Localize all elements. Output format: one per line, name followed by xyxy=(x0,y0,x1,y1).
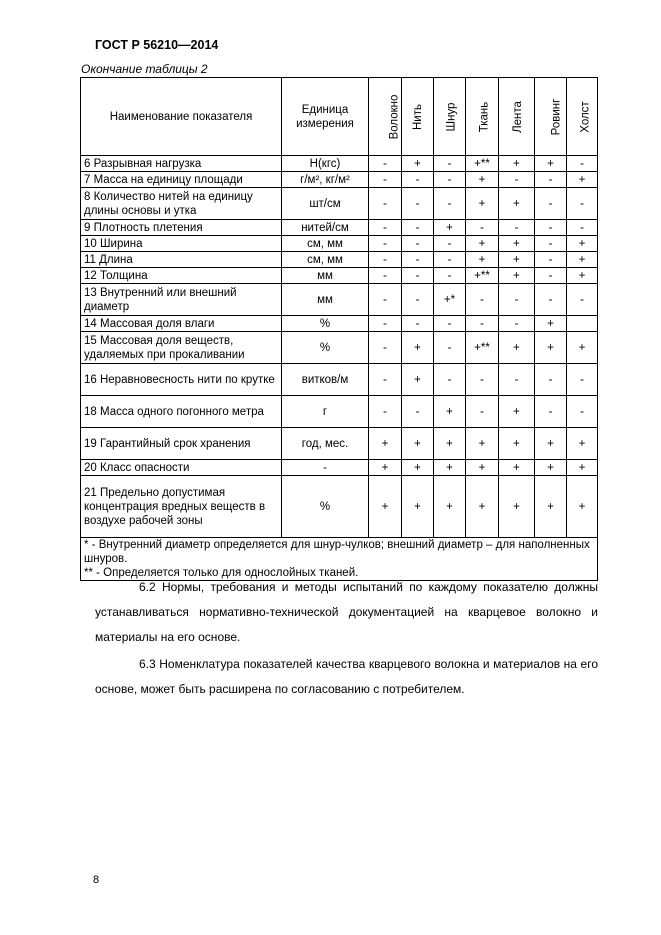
indicator-name: 18 Масса одного погонного метра xyxy=(81,396,282,428)
indicator-name: 7 Масса на единицу площади xyxy=(81,172,282,188)
applicability-mark: - xyxy=(369,268,402,284)
applicability-mark: + xyxy=(466,460,499,476)
applicability-mark: - xyxy=(369,236,402,252)
indicator-name: 9 Плотность плетения xyxy=(81,220,282,236)
column-header-material xyxy=(434,78,466,156)
applicability-mark: - xyxy=(499,364,535,396)
applicability-mark: - xyxy=(567,364,598,396)
applicability-mark: - xyxy=(434,252,466,268)
table-caption: Окончание таблицы 2 xyxy=(81,62,208,76)
applicability-mark: + xyxy=(535,476,567,538)
table-row xyxy=(81,476,598,538)
applicability-mark: - xyxy=(402,268,434,284)
indicator-name: 11 Длина xyxy=(81,252,282,268)
applicability-mark: + xyxy=(499,476,535,538)
applicability-mark: + xyxy=(466,188,499,220)
table-row xyxy=(81,396,598,428)
applicability-mark: - xyxy=(402,172,434,188)
applicability-mark: - xyxy=(535,236,567,252)
table-row xyxy=(81,332,598,364)
table-row xyxy=(81,156,598,172)
applicability-mark: - xyxy=(402,284,434,316)
unit-cell: год, мес. xyxy=(282,428,369,460)
applicability-mark: - xyxy=(466,364,499,396)
table-row xyxy=(81,236,598,252)
applicability-mark: + xyxy=(567,460,598,476)
applicability-mark: +** xyxy=(466,268,499,284)
applicability-mark: + xyxy=(402,332,434,364)
table-row xyxy=(81,316,598,332)
unit-cell: мм xyxy=(282,268,369,284)
applicability-mark: + xyxy=(466,172,499,188)
applicability-mark: + xyxy=(402,156,434,172)
applicability-mark: + xyxy=(402,476,434,538)
applicability-mark: - xyxy=(499,220,535,236)
unit-cell: г xyxy=(282,396,369,428)
paragraph-6-2: 6.2 Нормы, требования и методы испытаний по каждому показателю должны устанавливаться нормативно-технической документацией на кварцевое волокно и материалы на его основе. xyxy=(95,580,598,644)
indicator-name: 15 Массовая доля веществ, удаляемых при прокаливании xyxy=(81,332,282,364)
applicability-mark: + xyxy=(567,428,598,460)
indicator-name: 16 Неравновесность нити по крутке xyxy=(81,364,282,396)
column-header-name: Наименование показателя xyxy=(81,78,282,156)
indicator-name: 6 Разрывная нагрузка xyxy=(81,156,282,172)
indicator-name: 19 Гарантийный срок хранения xyxy=(81,428,282,460)
applicability-mark: - xyxy=(535,268,567,284)
applicability-mark: - xyxy=(402,316,434,332)
applicability-mark: - xyxy=(369,252,402,268)
unit-cell: витков/м xyxy=(282,364,369,396)
applicability-mark: + xyxy=(466,428,499,460)
applicability-mark: + xyxy=(434,428,466,460)
applicability-mark: - xyxy=(567,284,598,316)
applicability-mark: + xyxy=(535,332,567,364)
table-header-row xyxy=(81,78,598,156)
document-header: ГОСТ Р 56210—2014 xyxy=(95,38,219,52)
applicability-mark: + xyxy=(369,428,402,460)
applicability-mark: - xyxy=(499,172,535,188)
applicability-mark: + xyxy=(535,316,567,332)
applicability-mark: + xyxy=(402,460,434,476)
applicability-mark: + xyxy=(499,268,535,284)
applicability-mark: - xyxy=(466,316,499,332)
unit-cell: нитей/см xyxy=(282,220,369,236)
indicators-table xyxy=(80,77,598,581)
material-label: Ровинг xyxy=(550,98,563,135)
unit-cell: Н(кгс) xyxy=(282,156,369,172)
applicability-mark: - xyxy=(369,364,402,396)
applicability-mark: + xyxy=(369,460,402,476)
applicability-mark: + xyxy=(535,428,567,460)
material-label: Ткань xyxy=(478,101,491,132)
applicability-mark: - xyxy=(434,236,466,252)
table-row xyxy=(81,284,598,316)
applicability-mark: + xyxy=(535,460,567,476)
table-row xyxy=(81,252,598,268)
applicability-mark: + xyxy=(535,156,567,172)
applicability-mark: - xyxy=(369,332,402,364)
table-row xyxy=(81,188,598,220)
applicability-mark: - xyxy=(567,156,598,172)
applicability-mark: + xyxy=(402,364,434,396)
applicability-mark: - xyxy=(402,252,434,268)
applicability-mark: + xyxy=(567,268,598,284)
applicability-mark: + xyxy=(434,220,466,236)
note-inner-diameter: * - Внутренний диаметр определяется для шнур-чулков; внешний диаметр – для наполненных шнуров. xyxy=(84,539,590,565)
applicability-mark: - xyxy=(567,396,598,428)
applicability-mark: + xyxy=(499,332,535,364)
applicability-mark: + xyxy=(567,476,598,538)
material-label: Холст xyxy=(579,100,592,133)
applicability-mark: +* xyxy=(434,284,466,316)
applicability-mark: - xyxy=(434,172,466,188)
applicability-mark: - xyxy=(402,188,434,220)
material-label: Волокно xyxy=(388,94,401,139)
column-header-material xyxy=(466,78,499,156)
applicability-mark: + xyxy=(567,252,598,268)
applicability-mark: + xyxy=(369,476,402,538)
applicability-mark: - xyxy=(402,236,434,252)
applicability-mark: + xyxy=(499,460,535,476)
applicability-mark: - xyxy=(535,188,567,220)
applicability-mark: - xyxy=(434,332,466,364)
table-row xyxy=(81,460,598,476)
column-header-material xyxy=(567,78,598,156)
indicator-name: 12 Толщина xyxy=(81,268,282,284)
applicability-mark: - xyxy=(535,396,567,428)
applicability-mark xyxy=(567,316,598,332)
applicability-mark: - xyxy=(369,220,402,236)
applicability-mark: + xyxy=(434,460,466,476)
applicability-mark: - xyxy=(535,172,567,188)
applicability-mark: - xyxy=(466,396,499,428)
applicability-mark: - xyxy=(466,220,499,236)
unit-cell: % xyxy=(282,316,369,332)
applicability-mark: + xyxy=(499,236,535,252)
table-row xyxy=(81,364,598,396)
applicability-mark: - xyxy=(434,364,466,396)
note-single-layer: ** - Определяется только для однослойных тканей. xyxy=(84,567,359,579)
applicability-mark: - xyxy=(369,172,402,188)
applicability-mark: - xyxy=(567,220,598,236)
applicability-mark: - xyxy=(369,156,402,172)
applicability-mark: + xyxy=(499,428,535,460)
applicability-mark: - xyxy=(535,252,567,268)
column-header-unit: Единица измерения xyxy=(282,78,369,156)
applicability-mark: + xyxy=(402,428,434,460)
unit-cell: % xyxy=(282,476,369,538)
applicability-mark: + xyxy=(466,252,499,268)
applicability-mark: - xyxy=(535,284,567,316)
unit-cell: г/м², кг/м² xyxy=(282,172,369,188)
unit-cell: - xyxy=(282,460,369,476)
column-header-material xyxy=(499,78,535,156)
paragraph-6-3: 6.3 Номенклатура показателей качества кварцевого волокна и материалов на его основе, может быть расширена по согласованию с потребителем. xyxy=(95,657,598,696)
applicability-mark: + xyxy=(466,476,499,538)
indicator-name: 14 Массовая доля влаги xyxy=(81,316,282,332)
unit-cell: % xyxy=(282,332,369,364)
applicability-mark: + xyxy=(499,252,535,268)
applicability-mark: + xyxy=(434,476,466,538)
applicability-mark: + xyxy=(567,236,598,252)
indicator-name: 8 Количество нитей на единицу длины основы и утка xyxy=(81,188,282,220)
indicator-name: 21 Предельно допустимая концентрация вредных веществ в воздухе рабочей зоны xyxy=(81,476,282,538)
applicability-mark: + xyxy=(466,236,499,252)
indicator-name: 13 Внутренний или внешний диаметр xyxy=(81,284,282,316)
page-number: 8 xyxy=(93,874,100,886)
applicability-mark: - xyxy=(567,188,598,220)
table-row xyxy=(81,172,598,188)
applicability-mark: +** xyxy=(466,332,499,364)
column-header-material xyxy=(369,78,402,156)
applicability-mark: - xyxy=(535,220,567,236)
applicability-mark: - xyxy=(369,316,402,332)
table-row xyxy=(81,220,598,236)
column-header-material xyxy=(535,78,567,156)
indicator-name: 10 Ширина xyxy=(81,236,282,252)
applicability-mark: + xyxy=(499,156,535,172)
applicability-mark: - xyxy=(369,396,402,428)
applicability-mark: - xyxy=(499,316,535,332)
unit-cell: см, мм xyxy=(282,252,369,268)
table-body xyxy=(81,156,598,538)
applicability-mark: + xyxy=(434,396,466,428)
unit-cell: шт/см xyxy=(282,188,369,220)
applicability-mark: - xyxy=(434,156,466,172)
applicability-mark: - xyxy=(434,316,466,332)
unit-cell: см, мм xyxy=(282,236,369,252)
applicability-mark: - xyxy=(434,188,466,220)
applicability-mark: - xyxy=(402,396,434,428)
column-header-material xyxy=(402,78,434,156)
material-label: Лента xyxy=(511,100,524,133)
indicator-name: 20 Класс опасности xyxy=(81,460,282,476)
applicability-mark: + xyxy=(567,172,598,188)
applicability-mark: +** xyxy=(466,156,499,172)
applicability-mark: + xyxy=(499,188,535,220)
unit-cell: мм xyxy=(282,284,369,316)
applicability-mark: - xyxy=(466,284,499,316)
material-label: Нить xyxy=(412,103,424,130)
applicability-mark: - xyxy=(369,188,402,220)
applicability-mark: - xyxy=(434,268,466,284)
table-row xyxy=(81,428,598,460)
applicability-mark: + xyxy=(567,332,598,364)
applicability-mark: + xyxy=(499,396,535,428)
table-row xyxy=(81,268,598,284)
material-label: Шнур xyxy=(445,102,458,131)
applicability-mark: - xyxy=(402,220,434,236)
applicability-mark: - xyxy=(369,284,402,316)
applicability-mark: - xyxy=(499,284,535,316)
applicability-mark: - xyxy=(535,364,567,396)
